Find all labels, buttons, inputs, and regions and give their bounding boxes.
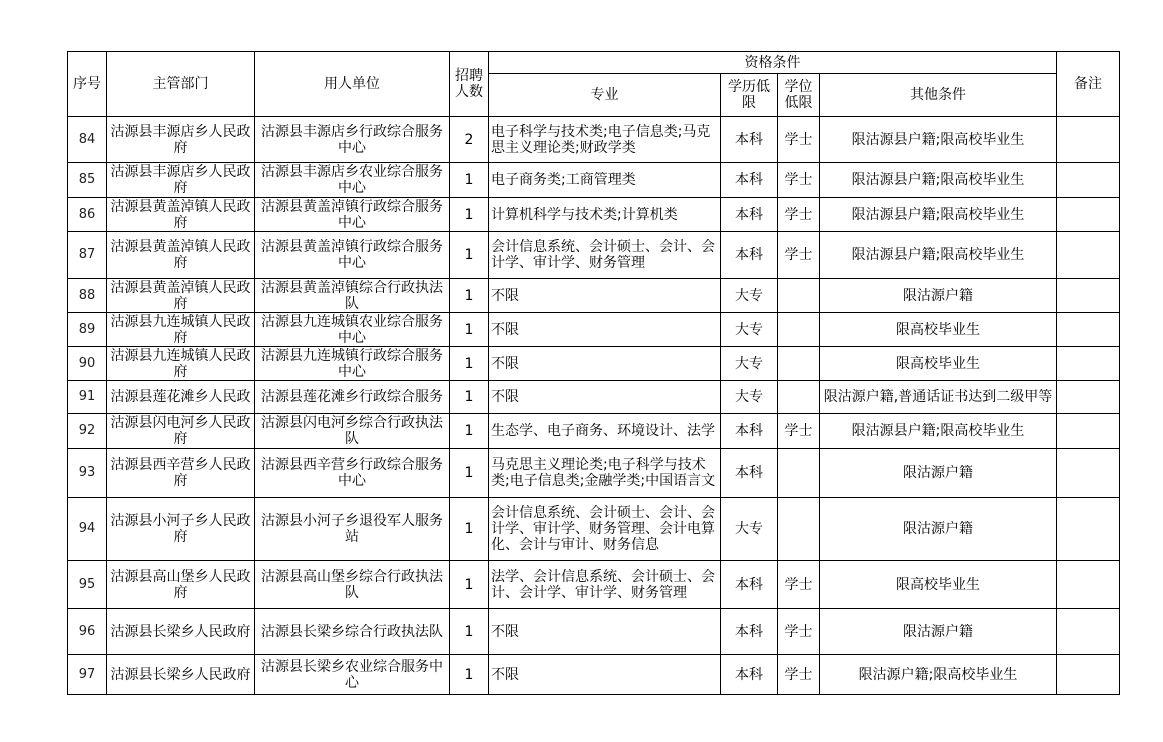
cell-other-text: 限沽源户籍,普通话证书达到二级甲等 xyxy=(823,389,1053,405)
cell-other-text: 限高校毕业生 xyxy=(896,576,980,593)
cell-unit-text: 沽源县九连城镇农业综合服务中心 xyxy=(261,313,443,346)
cell-degree xyxy=(778,163,820,198)
header-edu: 学历低限 xyxy=(721,74,778,117)
cell-unit xyxy=(255,313,450,347)
cell-seq xyxy=(68,414,107,449)
header-degree: 学位低限 xyxy=(778,74,820,117)
cell-count xyxy=(450,163,489,198)
cell-remark xyxy=(1057,198,1120,232)
cell-unit xyxy=(255,561,450,609)
cell-seq xyxy=(68,163,107,198)
cell-major-text: 会计信息系统、会计硕士、会计、会计学、审计学、财务管理、会计电算化、会计与审计、财务信息 xyxy=(491,505,715,553)
cell-unit-text: 沽源县黄盖淖镇行政综合服务中心 xyxy=(261,198,443,231)
cell-edu-text: 本科 xyxy=(735,666,763,683)
cell-other xyxy=(820,498,1057,561)
cell-degree-text: 学士 xyxy=(784,172,813,188)
cell-major xyxy=(489,117,721,163)
cell-seq-text: 85 xyxy=(78,172,96,187)
cell-major-text: 不限 xyxy=(491,623,519,640)
cell-degree xyxy=(778,279,820,313)
cell-remark xyxy=(1057,609,1120,655)
cell-major-text: 会计信息系统、会计硕士、会计、会计学、审计学、财务管理 xyxy=(491,239,715,271)
recruitment-table xyxy=(67,51,1120,695)
cell-remark xyxy=(1057,163,1120,198)
cell-major-text: 电子商务类;工商管理类 xyxy=(491,172,636,188)
cell-unit-text: 沽源县长梁乡农业综合服务中心 xyxy=(261,658,443,691)
cell-seq xyxy=(68,347,107,381)
cell-degree xyxy=(778,498,820,561)
cell-other-text: 限沽源县户籍;限高校毕业生 xyxy=(851,172,1025,188)
cell-dept-text: 沽源县九连城镇人民政府 xyxy=(110,313,251,346)
cell-degree-text: 学士 xyxy=(784,247,813,263)
cell-unit-text: 沽源县高山堡乡综合行政执法队 xyxy=(261,568,443,601)
cell-other xyxy=(820,232,1057,279)
cell-unit-text: 沽源县莲花滩乡行政综合服务 xyxy=(261,389,443,405)
cell-count-text: 1 xyxy=(464,521,474,537)
cell-dept-text: 沽源县闪电河乡人民政府 xyxy=(110,415,251,447)
cell-dept-text: 沽源县小河子乡人民政府 xyxy=(110,513,251,545)
cell-edu-text: 大专 xyxy=(735,521,763,537)
cell-other xyxy=(820,655,1057,695)
cell-edu-text: 本科 xyxy=(735,423,763,439)
cell-count-text: 1 xyxy=(464,247,474,263)
cell-unit xyxy=(255,609,450,655)
cell-other xyxy=(820,449,1057,498)
cell-count xyxy=(450,414,489,449)
cell-dept-text: 沽源县莲花滩乡人民政 xyxy=(110,389,251,405)
cell-degree-text: 学士 xyxy=(784,576,813,593)
cell-edu xyxy=(721,117,778,163)
cell-count xyxy=(450,609,489,655)
cell-dept-text: 沽源县丰源店乡人民政府 xyxy=(110,164,251,196)
cell-degree-text: 学士 xyxy=(784,423,813,439)
cell-edu-text: 大专 xyxy=(735,389,763,405)
cell-edu-text: 本科 xyxy=(735,576,763,593)
cell-count xyxy=(450,313,489,347)
table-row xyxy=(68,655,1120,695)
cell-edu xyxy=(721,163,778,198)
header-count: 招聘人数 xyxy=(450,52,489,117)
header-qualifications: 资格条件 xyxy=(489,52,1057,74)
cell-dept-text: 沽源县西辛营乡人民政府 xyxy=(110,457,251,489)
cell-dept xyxy=(107,498,255,561)
cell-edu xyxy=(721,313,778,347)
cell-degree xyxy=(778,449,820,498)
cell-major xyxy=(489,313,721,347)
cell-other xyxy=(820,414,1057,449)
cell-edu xyxy=(721,498,778,561)
header-remark: 备注 xyxy=(1057,52,1120,117)
cell-edu xyxy=(721,561,778,609)
cell-count-text: 1 xyxy=(464,623,474,640)
cell-major xyxy=(489,414,721,449)
cell-seq xyxy=(68,117,107,163)
cell-degree-text: 学士 xyxy=(784,131,813,148)
table-body xyxy=(68,117,1120,695)
cell-unit xyxy=(255,381,450,414)
cell-dept xyxy=(107,279,255,313)
cell-degree xyxy=(778,609,820,655)
cell-unit xyxy=(255,198,450,232)
cell-major xyxy=(489,279,721,313)
cell-seq xyxy=(68,609,107,655)
header-unit: 用人单位 xyxy=(255,52,450,117)
cell-degree xyxy=(778,347,820,381)
cell-seq-text: 94 xyxy=(78,521,96,536)
cell-edu xyxy=(721,655,778,695)
cell-remark xyxy=(1057,117,1120,163)
cell-other xyxy=(820,163,1057,198)
cell-major-text: 不限 xyxy=(491,355,519,372)
cell-other-text: 限高校毕业生 xyxy=(896,355,980,372)
header-major: 专业 xyxy=(489,74,721,117)
cell-dept-text: 沽源县黄盖淖镇人民政府 xyxy=(110,239,251,271)
cell-other-text: 限沽源户籍 xyxy=(903,287,973,304)
cell-count-text: 1 xyxy=(464,389,474,405)
header-seq: 序号 xyxy=(68,52,107,117)
cell-remark xyxy=(1057,347,1120,381)
cell-degree xyxy=(778,561,820,609)
cell-dept xyxy=(107,414,255,449)
cell-edu-text: 本科 xyxy=(735,465,763,481)
cell-edu-text: 本科 xyxy=(735,131,763,148)
cell-other xyxy=(820,347,1057,381)
cell-edu xyxy=(721,198,778,232)
cell-seq xyxy=(68,561,107,609)
cell-major xyxy=(489,449,721,498)
cell-count xyxy=(450,498,489,561)
cell-remark xyxy=(1057,655,1120,695)
cell-dept-text: 沽源县黄盖淖镇人民政府 xyxy=(110,279,251,312)
cell-other-text: 限沽源户籍;限高校毕业生 xyxy=(858,666,1018,683)
cell-count-text: 1 xyxy=(464,355,474,372)
cell-seq xyxy=(68,655,107,695)
cell-seq-text: 87 xyxy=(78,247,96,262)
cell-unit xyxy=(255,498,450,561)
cell-major-text: 不限 xyxy=(491,287,519,304)
cell-seq-text: 92 xyxy=(78,423,96,438)
cell-dept xyxy=(107,449,255,498)
cell-count xyxy=(450,381,489,414)
cell-other-text: 限沽源县户籍;限高校毕业生 xyxy=(851,247,1025,263)
cell-edu xyxy=(721,279,778,313)
cell-degree-text: 学士 xyxy=(784,206,813,223)
cell-edu-text: 本科 xyxy=(735,206,763,223)
cell-unit-text: 沽源县小河子乡退役军人服务站 xyxy=(261,513,443,545)
cell-remark xyxy=(1057,381,1120,414)
table-row xyxy=(68,313,1120,347)
cell-dept-text: 沽源县长梁乡人民政府 xyxy=(110,666,251,683)
cell-degree-text: 学士 xyxy=(784,666,813,683)
cell-unit-text: 沽源县丰源店乡行政综合服务中心 xyxy=(261,123,443,156)
cell-seq xyxy=(68,279,107,313)
cell-dept xyxy=(107,609,255,655)
cell-major-text: 生态学、电子商务、环境设计、法学 xyxy=(491,423,715,439)
cell-edu-text: 大专 xyxy=(735,355,763,372)
cell-edu-text: 大专 xyxy=(735,287,763,304)
table-row xyxy=(68,117,1120,163)
table-row xyxy=(68,163,1120,198)
cell-remark xyxy=(1057,313,1120,347)
cell-other-text: 限沽源户籍 xyxy=(903,465,973,481)
cell-major xyxy=(489,381,721,414)
cell-count-text: 2 xyxy=(464,131,474,148)
cell-count xyxy=(450,449,489,498)
table-row xyxy=(68,279,1120,313)
cell-edu xyxy=(721,449,778,498)
cell-count-text: 1 xyxy=(464,423,474,439)
cell-degree xyxy=(778,381,820,414)
cell-other xyxy=(820,117,1057,163)
cell-other-text: 限沽源户籍 xyxy=(903,623,973,640)
cell-seq-text: 89 xyxy=(78,321,96,337)
table-row xyxy=(68,561,1120,609)
cell-dept-text: 沽源县丰源店乡人民政府 xyxy=(110,123,251,156)
cell-seq-text: 84 xyxy=(78,131,96,147)
cell-major xyxy=(489,609,721,655)
cell-unit xyxy=(255,655,450,695)
cell-remark xyxy=(1057,414,1120,449)
cell-remark xyxy=(1057,498,1120,561)
cell-edu-text: 本科 xyxy=(735,247,763,263)
cell-other xyxy=(820,198,1057,232)
cell-major-text: 电子科学与技术类;电子信息类;马克思主义理论类;财政学类 xyxy=(491,123,711,156)
table-row xyxy=(68,381,1120,414)
cell-edu-text: 本科 xyxy=(735,623,763,640)
cell-dept-text: 沽源县黄盖淖镇人民政府 xyxy=(110,198,251,231)
cell-major-text: 不限 xyxy=(491,666,519,683)
cell-dept xyxy=(107,655,255,695)
cell-count xyxy=(450,117,489,163)
cell-unit-text: 沽源县丰源店乡农业综合服务中心 xyxy=(261,164,443,196)
cell-other-text: 限沽源县户籍;限高校毕业生 xyxy=(851,131,1025,148)
cell-seq xyxy=(68,381,107,414)
cell-dept xyxy=(107,163,255,198)
cell-edu xyxy=(721,232,778,279)
cell-major-text: 法学、会计信息系统、会计硕士、会计、会计学、审计学、财务管理 xyxy=(491,568,715,601)
cell-count-text: 1 xyxy=(464,206,474,223)
cell-major-text: 不限 xyxy=(491,389,519,405)
cell-seq xyxy=(68,198,107,232)
cell-unit-text: 沽源县长梁乡综合行政执法队 xyxy=(261,623,443,640)
cell-dept xyxy=(107,198,255,232)
cell-seq xyxy=(68,498,107,561)
cell-unit-text: 沽源县黄盖淖镇行政综合服务中心 xyxy=(261,239,443,271)
cell-count xyxy=(450,655,489,695)
cell-remark xyxy=(1057,279,1120,313)
cell-dept-text: 沽源县长梁乡人民政府 xyxy=(110,623,251,640)
table-row xyxy=(68,347,1120,381)
cell-major-text: 不限 xyxy=(491,321,519,338)
cell-count-text: 1 xyxy=(464,666,474,683)
cell-edu-text: 本科 xyxy=(735,172,763,188)
cell-degree xyxy=(778,655,820,695)
cell-seq-text: 90 xyxy=(78,355,96,371)
cell-seq-text: 96 xyxy=(78,623,96,639)
cell-count xyxy=(450,198,489,232)
cell-edu xyxy=(721,347,778,381)
table-row xyxy=(68,498,1120,561)
cell-seq-text: 86 xyxy=(78,206,96,222)
cell-seq-text: 95 xyxy=(78,576,96,592)
cell-edu xyxy=(721,381,778,414)
cell-remark xyxy=(1057,561,1120,609)
cell-degree xyxy=(778,313,820,347)
cell-other xyxy=(820,609,1057,655)
cell-seq-text: 93 xyxy=(78,465,96,480)
cell-major xyxy=(489,561,721,609)
cell-major xyxy=(489,347,721,381)
cell-unit xyxy=(255,279,450,313)
cell-degree xyxy=(778,232,820,279)
cell-seq-text: 88 xyxy=(78,287,96,303)
cell-unit xyxy=(255,347,450,381)
cell-major xyxy=(489,655,721,695)
cell-seq-text: 91 xyxy=(78,389,96,404)
cell-major-text: 计算机科学与技术类;计算机类 xyxy=(491,206,678,223)
cell-other-text: 限高校毕业生 xyxy=(896,321,980,338)
cell-unit xyxy=(255,117,450,163)
cell-remark xyxy=(1057,232,1120,279)
cell-edu xyxy=(721,609,778,655)
cell-edu-text: 大专 xyxy=(735,321,763,338)
cell-edu xyxy=(721,414,778,449)
cell-dept xyxy=(107,347,255,381)
header-other: 其他条件 xyxy=(820,74,1057,117)
cell-count-text: 1 xyxy=(464,321,474,338)
cell-unit-text: 沽源县闪电河乡综合行政执法队 xyxy=(261,415,443,447)
cell-dept-text: 沽源县高山堡乡人民政府 xyxy=(110,568,251,601)
cell-major-text: 马克思主义理论类;电子科学与技术类;电子信息类;金融学类;中国语言文 xyxy=(491,457,716,489)
cell-count xyxy=(450,232,489,279)
table-row xyxy=(68,232,1120,279)
table-row xyxy=(68,198,1120,232)
table-row xyxy=(68,449,1120,498)
cell-other xyxy=(820,313,1057,347)
cell-seq xyxy=(68,232,107,279)
cell-remark xyxy=(1057,449,1120,498)
cell-count xyxy=(450,279,489,313)
cell-degree xyxy=(778,414,820,449)
header-dept: 主管部门 xyxy=(107,52,255,117)
cell-other-text: 限沽源县户籍;限高校毕业生 xyxy=(851,423,1025,439)
cell-count-text: 1 xyxy=(464,465,474,481)
cell-seq xyxy=(68,313,107,347)
cell-major xyxy=(489,232,721,279)
cell-major xyxy=(489,163,721,198)
cell-other-text: 限沽源户籍 xyxy=(903,521,973,537)
cell-seq xyxy=(68,449,107,498)
cell-unit xyxy=(255,163,450,198)
cell-count-text: 1 xyxy=(464,287,474,304)
cell-dept-text: 沽源县九连城镇人民政府 xyxy=(110,347,251,380)
cell-other xyxy=(820,279,1057,313)
cell-count-text: 1 xyxy=(464,172,474,188)
cell-dept xyxy=(107,381,255,414)
cell-unit xyxy=(255,232,450,279)
cell-major xyxy=(489,198,721,232)
cell-dept xyxy=(107,313,255,347)
cell-major xyxy=(489,498,721,561)
cell-seq-text: 97 xyxy=(78,666,96,682)
cell-dept xyxy=(107,117,255,163)
cell-dept xyxy=(107,232,255,279)
cell-count xyxy=(450,561,489,609)
cell-other xyxy=(820,381,1057,414)
cell-degree xyxy=(778,198,820,232)
cell-count-text: 1 xyxy=(464,576,474,593)
cell-count xyxy=(450,347,489,381)
cell-unit xyxy=(255,414,450,449)
cell-unit-text: 沽源县西辛营乡行政综合服务中心 xyxy=(261,457,443,489)
cell-unit-text: 沽源县九连城镇行政综合服务中心 xyxy=(261,347,443,380)
cell-other xyxy=(820,561,1057,609)
cell-unit-text: 沽源县黄盖淖镇综合行政执法队 xyxy=(261,279,443,312)
table-row xyxy=(68,609,1120,655)
table-row xyxy=(68,414,1120,449)
cell-degree-text: 学士 xyxy=(784,623,813,640)
cell-dept xyxy=(107,561,255,609)
cell-degree xyxy=(778,117,820,163)
cell-other-text: 限沽源县户籍;限高校毕业生 xyxy=(851,206,1025,223)
cell-unit xyxy=(255,449,450,498)
